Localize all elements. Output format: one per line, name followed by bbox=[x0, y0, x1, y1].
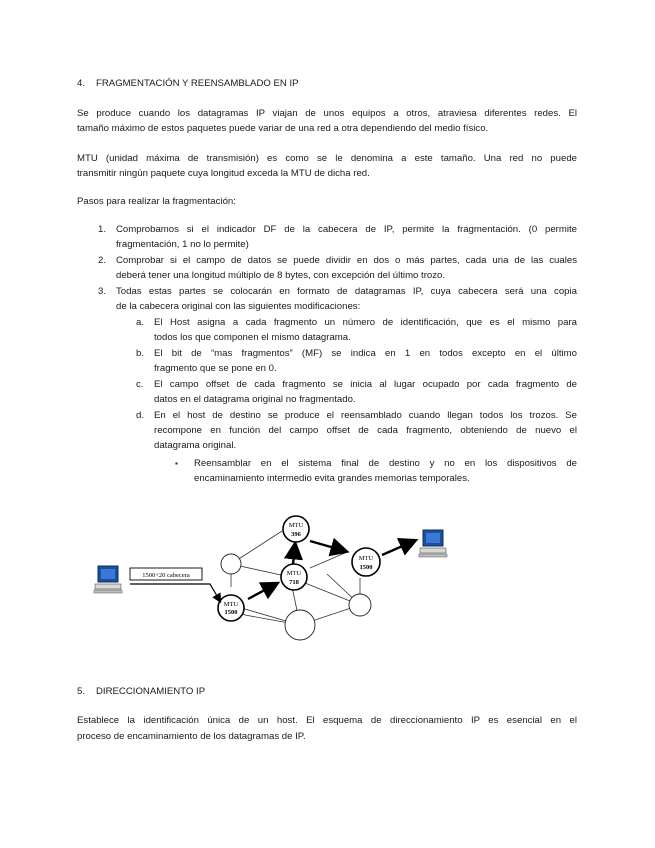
routing-path bbox=[248, 541, 414, 599]
destination-computer-icon bbox=[419, 530, 447, 557]
paragraph-line: transmitir ningún paquete cuya longitud exceda la MTU de dicha red. bbox=[77, 168, 370, 179]
paragraph-line: proceso de encaminamiento de los datagramas de IP. bbox=[77, 731, 306, 742]
list-marker: 2. bbox=[98, 255, 107, 266]
router-node bbox=[349, 594, 371, 616]
mtu-node-label: MTU bbox=[223, 601, 239, 608]
mtu-node-label: MTU bbox=[286, 570, 302, 577]
list-marker: b. bbox=[136, 348, 145, 359]
mtu-node-396 bbox=[283, 516, 309, 542]
section-heading: DIRECCIONAMIENTO IP bbox=[96, 686, 206, 697]
source-computer-icon bbox=[94, 566, 122, 593]
list-item-line: fragmentación, 1 no lo permite) bbox=[116, 239, 249, 250]
list-item-line: de la cabecera original con las siguientes modificaciones: bbox=[116, 301, 361, 312]
packet-arrow bbox=[130, 584, 220, 601]
paragraph-line: Se produce cuando los datagramas IP viajan de unos equipos a otros, atraviesa diferentes redes. El bbox=[77, 108, 577, 119]
list-item-line: recompone en función del campo offset de cada fragmento, obteniendo de nuevo el bbox=[154, 425, 577, 436]
paragraph-line: tamaño máximo de estos paquetes puede variar de una red a otra dependiendo del medio físico. bbox=[77, 123, 489, 134]
list-item-line: todos los que componen el mismo datagrama. bbox=[154, 332, 351, 343]
fragmentation-network-diagram bbox=[90, 505, 460, 655]
section-number: 5. bbox=[77, 686, 86, 697]
mtu-node-label: MTU bbox=[288, 522, 304, 529]
paragraph-line: Establece la identificación única de un host. El esquema de direccionamiento IP es esencial en el bbox=[77, 715, 577, 726]
list-marker: a. bbox=[136, 317, 145, 328]
list-item-line: El campo offset de cada fragmento se inicia al lugar ocupado por cada fragmento de bbox=[154, 379, 577, 390]
list-marker: d. bbox=[136, 410, 145, 421]
mtu-node-destination bbox=[352, 548, 380, 576]
list-item-line: En el host de destino se produce el reensamblado cuando llegan todos los trozos. Se bbox=[154, 410, 577, 421]
list-item-line: Comprobamos si el indicador DF de la cabecera de IP, permite la fragmentación. (0 permite bbox=[116, 224, 577, 235]
bullet-line: encaminamiento intermedio evita grandes memorias temporales. bbox=[194, 473, 470, 484]
mtu-node-value: 718 bbox=[289, 579, 299, 586]
mtu-node-source bbox=[218, 595, 244, 621]
list-item-line: datos en el datagrama original no fragmentado. bbox=[154, 394, 356, 405]
list-item-line: Comprobar si el campo de datos se puede dividir en dos o más partes, cada una de las cuales bbox=[116, 255, 577, 266]
section-number: 4. bbox=[77, 78, 86, 89]
mtu-node-label: MTU bbox=[358, 555, 374, 562]
bullet-marker: ▪ bbox=[175, 459, 178, 468]
list-marker: 1. bbox=[98, 224, 107, 235]
mtu-node-value: 1500 bbox=[359, 564, 373, 571]
list-item-line: fragmento que se pone en 0. bbox=[154, 363, 277, 374]
section-heading: FRAGMENTACIÓN Y REENSAMBLADO EN IP bbox=[96, 78, 299, 89]
list-item-line: El bit de “mas fragmentos” (MF) se indica en 1 en todos excepto en el último bbox=[154, 348, 577, 359]
router-node bbox=[221, 554, 241, 574]
list-item-line: datagrama original. bbox=[154, 440, 237, 451]
mtu-node-718 bbox=[281, 564, 307, 590]
mtu-node-value: 396 bbox=[291, 531, 301, 538]
list-item-line: Todas estas partes se colocarán en formato de datagramas IP, cuya cabecera será una copia bbox=[116, 286, 577, 297]
paragraph-line: MTU (unidad máxima de transmisión) es como se le denomina a este tamaño. Una red no puede bbox=[77, 153, 577, 164]
list-marker: 3. bbox=[98, 286, 107, 297]
list-item-line: deberá tener una longitud múltiplo de 8 bytes, con excepción del último trozo. bbox=[116, 270, 446, 281]
paragraph-line: Pasos para realizar la fragmentación: bbox=[77, 196, 236, 207]
bullet-line: Reensamblar en el sistema final de destino y no en los dispositivos de bbox=[194, 458, 577, 469]
list-marker: c. bbox=[136, 379, 144, 390]
list-item-line: El Host asigna a cada fragmento un número de identificación, que es el mismo para bbox=[154, 317, 577, 328]
packet-label: 1500+20 cabecera bbox=[142, 572, 190, 579]
router-node bbox=[285, 610, 315, 640]
mtu-node-value: 1500 bbox=[224, 609, 238, 616]
